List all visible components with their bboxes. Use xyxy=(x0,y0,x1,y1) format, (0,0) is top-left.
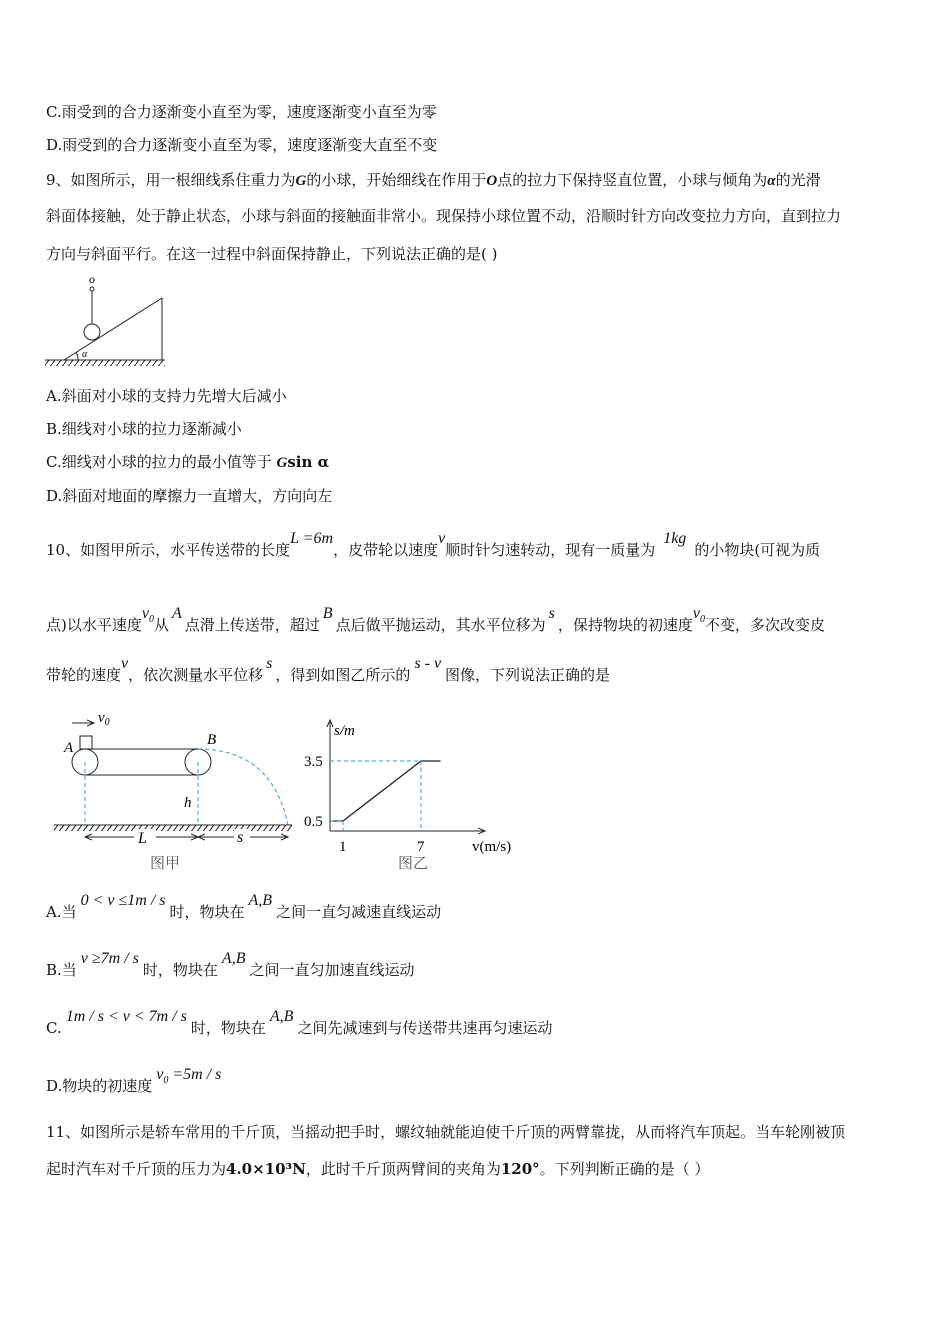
q9-option-b: B.细线对小球的拉力逐渐减小 xyxy=(46,420,242,438)
q10-option-c: C.1m / s < v < 7m / s时，物块在A,B之间先减速到与传送带共速再匀速运动 xyxy=(46,1008,553,1037)
q9-fig-ground-hatch xyxy=(45,360,165,366)
q10-figure-conveyor xyxy=(52,705,312,875)
q9-option-a: A.斜面对小球的支持力先增大后减小 xyxy=(46,387,287,405)
q9-fig-o-label: o xyxy=(89,272,95,286)
q9-fig-alpha-label: α xyxy=(82,349,88,360)
q9-fig-ball xyxy=(84,324,100,340)
q9-stem-line3: 方向与斜面平行。在这一过程中斜面保持静止，下列说法正确的是( ) xyxy=(46,245,498,263)
q10-stem-line3: 带轮的速度v，依次测量水平位移s，得到如图乙所示的s - v图像，下列说法正确的是 xyxy=(46,655,611,684)
q9-option-c: C.细线对小球的拉力的最小值等于 Gsin α xyxy=(46,453,330,471)
fig1-caption: 图甲 xyxy=(150,856,181,872)
q9-fig-angle-arc xyxy=(76,352,78,360)
q10-stem-line2: 点)以水平速度$v_0$从A点滑上传送带，超过B点后做平抛运动，其水平位移为s，保持物块的初速度$v_0$不变，多次改变皮 xyxy=(46,605,825,634)
fig2-caption: 图乙 xyxy=(398,856,429,872)
block xyxy=(80,736,92,749)
trajectory xyxy=(198,749,288,825)
q11-stem-line2: 起时汽车对千斤顶的压力为4.0×10³N，此时千斤顶两臂间的夹角为120°。下列判断正确的是（ ） xyxy=(46,1160,710,1178)
h-label: h xyxy=(184,795,192,811)
sv-y-tick-label-2: 0.5 xyxy=(304,814,323,830)
q10-option-a: A.当0 < v ≤1m / s时，物块在A,B之间一直匀减速直线运动 xyxy=(46,892,442,921)
q10-figure-sv-graph xyxy=(300,715,530,875)
y-axis-label: s/m xyxy=(334,723,355,739)
v0-label: $v_0$ xyxy=(98,710,110,728)
q10-option-b: B.当v ≥7m / s时，物块在A,B之间一直匀加速直线运动 xyxy=(46,950,415,979)
q9-stem-line1: 9、如图所示，用一根细线系住重力为G的小球，开始细线在作用于O点的拉力下保持竖直位置，小球与倾角为α的光滑 xyxy=(46,171,821,189)
ground-hatch xyxy=(54,825,292,831)
sv-x-tick-label-1: 1 xyxy=(339,839,347,855)
q10-option-d: D.物块的初速度$v_0 =5m / s$ xyxy=(46,1066,222,1095)
q9-fig-point-o xyxy=(90,287,94,291)
l-label: L xyxy=(138,830,147,847)
point-b-label: B xyxy=(207,732,217,748)
q11-stem-line1: 11、如图所示是轿车常用的千斤顶，当摇动把手时，螺纹轴就能迫使千斤顶的两臂靠拢，从而将汽车顶起。当车轮刚被顶 xyxy=(46,1123,846,1141)
point-a-label: A xyxy=(64,740,74,756)
q8-option-c: C.雨受到的合力逐渐变小直至为零，速度逐渐变小直至为零 xyxy=(46,103,437,121)
q9-incline-figure xyxy=(40,268,180,372)
q9-stem-line2: 斜面体接触，处于静止状态，小球与斜面的接触面非常小。现保持小球位置不动，沿顺时针方向改变拉力方向，直到拉力 xyxy=(46,207,842,225)
q8-option-d: D.雨受到的合力逐渐变小直至为零，速度逐渐变大直至不变 xyxy=(46,136,438,154)
sv-y-tick-label-1: 3.5 xyxy=(304,754,323,770)
q9-fig-incline xyxy=(64,298,162,360)
sv-x-tick-label-2: 7 xyxy=(417,839,425,855)
s-label: s xyxy=(237,829,244,846)
q10-stem-line1: 10、如图甲所示，水平传送带的长度L =6m，皮带轮以速度v顺时针匀速转动，现有一质量为1kg的小物块(可视为质 xyxy=(46,530,821,559)
q9-option-d: D.斜面对地面的摩擦力一直增大，方向向左 xyxy=(46,487,333,505)
x-axis-label: v(m/s) xyxy=(472,839,512,855)
sv-series-line xyxy=(330,761,441,821)
